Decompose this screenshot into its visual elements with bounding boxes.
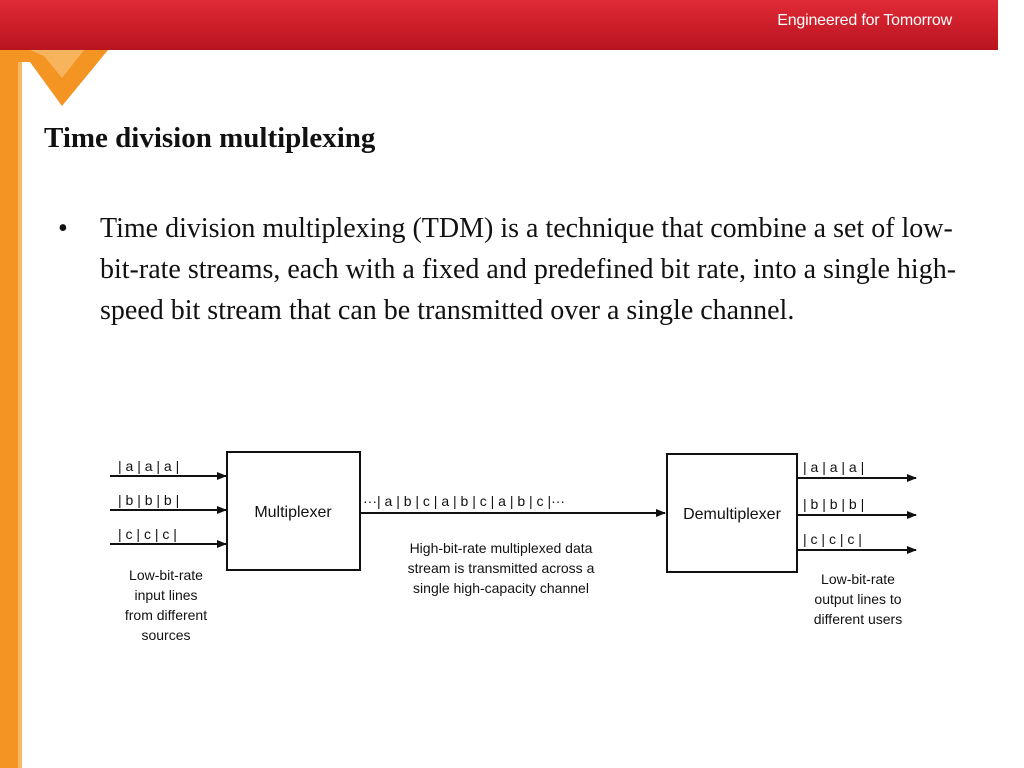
input-caption-1: Low-bit-rate bbox=[129, 567, 203, 583]
channel-caption-1: High-bit-rate multiplexed data bbox=[409, 540, 593, 556]
output-caption-3: different users bbox=[813, 611, 903, 627]
input-caption-4: sources bbox=[141, 627, 191, 643]
input-stream-b: | b | b | b | bbox=[118, 492, 180, 508]
left-orange-shade bbox=[18, 50, 22, 768]
input-caption-3: from different bbox=[124, 607, 208, 623]
output-stream-c: | c | c | c | bbox=[803, 531, 862, 547]
output-caption-2: output lines to bbox=[814, 591, 902, 607]
bullet-marker: • bbox=[58, 213, 68, 244]
tdm-diagram bbox=[90, 440, 940, 670]
input-caption-2: input lines bbox=[134, 587, 198, 603]
channel-caption-3: single high-capacity channel bbox=[413, 580, 589, 596]
channel-stream: ···| a | b | c | a | b | c | a | b | c |··· bbox=[363, 493, 566, 509]
output-stream-a: | a | a | a | bbox=[803, 459, 865, 475]
bullet-text: Time division multiplexing (TDM) is a technique that combine a set of low-bit-rate streams, each with a fixed and predefined bit rate, into a single high-speed bit stream that can be transmitted over a single channel. bbox=[100, 213, 957, 326]
output-stream-b: | b | b | b | bbox=[803, 496, 865, 512]
output-caption-1: Low-bit-rate bbox=[821, 571, 895, 587]
demultiplexer-label: Demultiplexer bbox=[683, 506, 781, 523]
bullet-list bbox=[58, 208, 978, 331]
brand-tagline: Engineered for Tomorrow bbox=[777, 12, 952, 29]
channel-caption-2: stream is transmitted across a bbox=[407, 560, 595, 576]
input-stream-a: | a | a | a | bbox=[118, 458, 180, 474]
bullet-item bbox=[58, 208, 978, 331]
input-stream-c: | c | c | c | bbox=[118, 526, 177, 542]
multiplexer-label: Multiplexer bbox=[254, 504, 332, 521]
slide-title: Time division multiplexing bbox=[44, 122, 376, 154]
